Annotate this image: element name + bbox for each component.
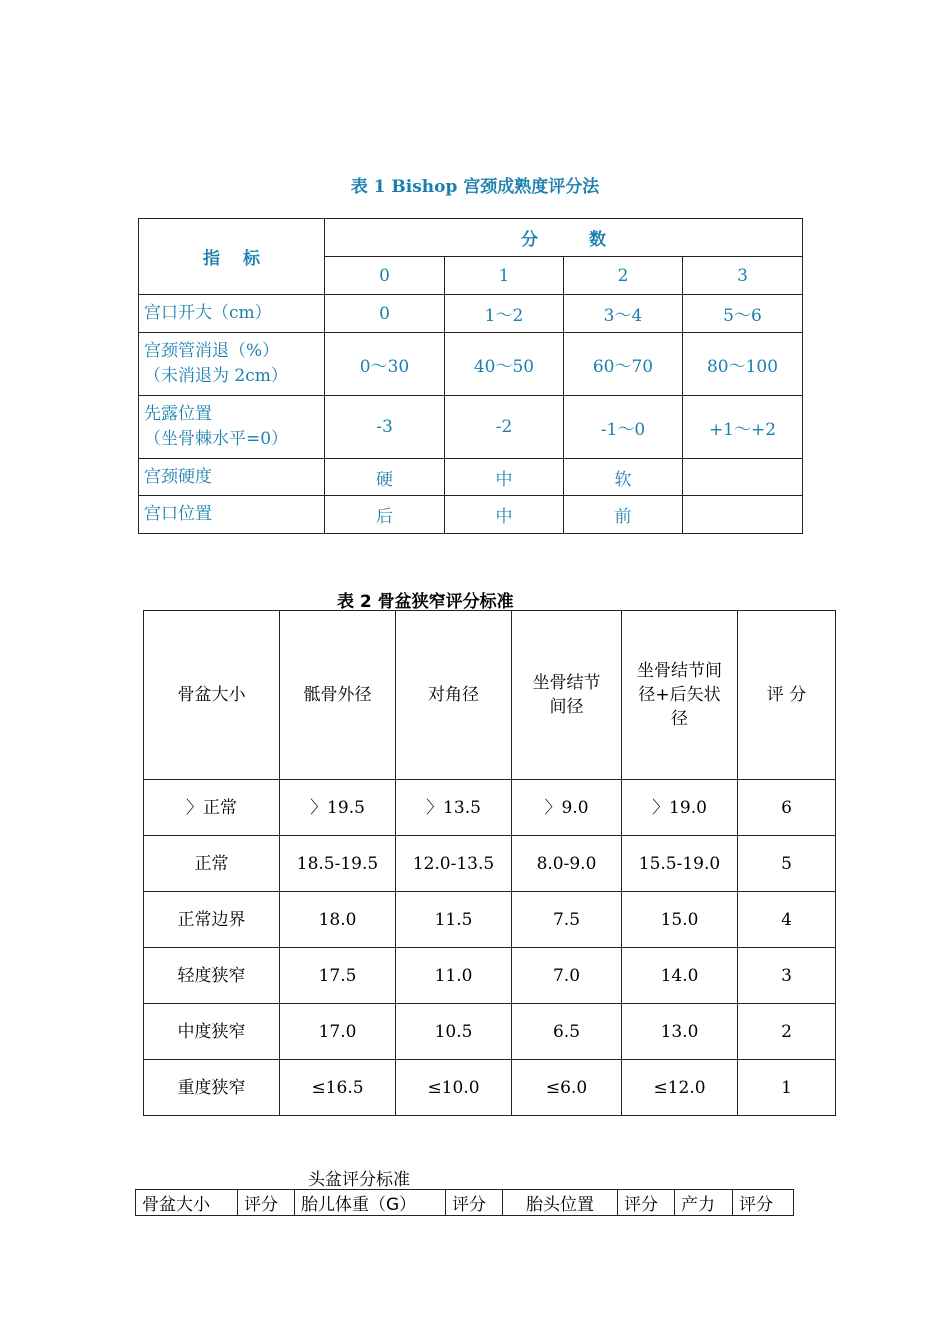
- cell: +1～+2: [683, 396, 803, 459]
- cell: 11.0: [396, 948, 512, 1004]
- table-row: [144, 948, 836, 1004]
- cell: 前: [564, 496, 683, 534]
- score-level: 0: [325, 257, 445, 295]
- cell: 〉19.0: [622, 780, 738, 836]
- cell: 80～100: [683, 333, 803, 396]
- category-cell: 中度狭窄: [144, 1004, 280, 1060]
- cell: 15.0: [622, 892, 738, 948]
- score-header: 分 数: [325, 219, 803, 257]
- cell: 后: [325, 496, 445, 534]
- cell: 1～2: [445, 295, 564, 333]
- cell: 15.5-19.0: [622, 836, 738, 892]
- table-row: [139, 496, 803, 534]
- cell: 0: [325, 295, 445, 333]
- cell: 17.0: [280, 1004, 396, 1060]
- pelvic-stenosis-table: [143, 610, 836, 1116]
- header-row: [136, 1190, 794, 1216]
- column-header: 评分: [446, 1190, 503, 1216]
- row-label: 宫颈管消退（%） （未消退为 2cm）: [139, 333, 325, 396]
- cell: 5: [738, 836, 836, 892]
- column-header: 评 分: [738, 611, 836, 780]
- column-header: 评分: [618, 1190, 675, 1216]
- column-header: 坐骨结节间 径+后矢状 径: [622, 611, 738, 780]
- cell: 11.5: [396, 892, 512, 948]
- indicator-header: 指 标: [139, 219, 325, 295]
- cell: 8.0-9.0: [512, 836, 622, 892]
- head-pelvis-score-table: [135, 1189, 794, 1216]
- cell: 10.5: [396, 1004, 512, 1060]
- cell: 1: [738, 1060, 836, 1116]
- cell: 中: [445, 459, 564, 496]
- cell: 17.5: [280, 948, 396, 1004]
- cell: 5～6: [683, 295, 803, 333]
- category-cell: 〉正常: [144, 780, 280, 836]
- cell: 60～70: [564, 333, 683, 396]
- column-header: 骨盆大小: [136, 1190, 238, 1216]
- cell: 6.5: [512, 1004, 622, 1060]
- column-header: 胎头位置: [503, 1190, 618, 1216]
- cell: [683, 459, 803, 496]
- cell: 〉9.0: [512, 780, 622, 836]
- cell: -3: [325, 396, 445, 459]
- table-row: [144, 780, 836, 836]
- cell: 硬: [325, 459, 445, 496]
- category-cell: 正常: [144, 836, 280, 892]
- cell: ≤16.5: [280, 1060, 396, 1116]
- table-row: [144, 1004, 836, 1060]
- column-header: 评分: [238, 1190, 295, 1216]
- score-level: 2: [564, 257, 683, 295]
- cell: 7.0: [512, 948, 622, 1004]
- column-header: 骶骨外径: [280, 611, 396, 780]
- cell: 40～50: [445, 333, 564, 396]
- cell: 〉13.5: [396, 780, 512, 836]
- score-level: 1: [445, 257, 564, 295]
- table2-title: 表 2 骨盆狭窄评分标准: [337, 592, 514, 612]
- table1-title: 表 1 Bishop 宫颈成熟度评分法: [350, 177, 600, 197]
- category-cell: 轻度狭窄: [144, 948, 280, 1004]
- cell: 7.5: [512, 892, 622, 948]
- column-header: 坐骨结节 间径: [512, 611, 622, 780]
- column-header: 对角径: [396, 611, 512, 780]
- row-label: 宫口位置: [139, 496, 325, 534]
- cell: 3～4: [564, 295, 683, 333]
- cell: 4: [738, 892, 836, 948]
- cell: 18.5-19.5: [280, 836, 396, 892]
- cell: 18.0: [280, 892, 396, 948]
- cell: ≤6.0: [512, 1060, 622, 1116]
- table-row: [144, 836, 836, 892]
- table-row: [139, 295, 803, 333]
- cell: 6: [738, 780, 836, 836]
- cell: ≤12.0: [622, 1060, 738, 1116]
- header-row: [144, 611, 836, 780]
- row-label: 宫颈硬度: [139, 459, 325, 496]
- table-row: [139, 459, 803, 496]
- cell: 〉19.5: [280, 780, 396, 836]
- cell: ≤10.0: [396, 1060, 512, 1116]
- cell: [683, 496, 803, 534]
- column-header: 胎儿体重（G）: [295, 1190, 446, 1216]
- bishop-score-table: [138, 218, 803, 534]
- table-row: [139, 396, 803, 459]
- table-row: [144, 1060, 836, 1116]
- table-row: [139, 333, 803, 396]
- cell: 中: [445, 496, 564, 534]
- cell: 3: [738, 948, 836, 1004]
- column-header: 评分: [733, 1190, 794, 1216]
- cell: 0～30: [325, 333, 445, 396]
- row-label: 宫口开大（cm）: [139, 295, 325, 333]
- cell: 2: [738, 1004, 836, 1060]
- column-header: 产力: [675, 1190, 733, 1216]
- table3-title: 头盆评分标准: [308, 1170, 410, 1190]
- category-cell: 正常边界: [144, 892, 280, 948]
- cell: 12.0-13.5: [396, 836, 512, 892]
- row-label: 先露位置 （坐骨棘水平=0）: [139, 396, 325, 459]
- category-cell: 重度狭窄: [144, 1060, 280, 1116]
- score-level: 3: [683, 257, 803, 295]
- cell: 软: [564, 459, 683, 496]
- table-row: [144, 892, 836, 948]
- cell: -2: [445, 396, 564, 459]
- cell: 13.0: [622, 1004, 738, 1060]
- cell: -1～0: [564, 396, 683, 459]
- cell: 14.0: [622, 948, 738, 1004]
- column-header: 骨盆大小: [144, 611, 280, 780]
